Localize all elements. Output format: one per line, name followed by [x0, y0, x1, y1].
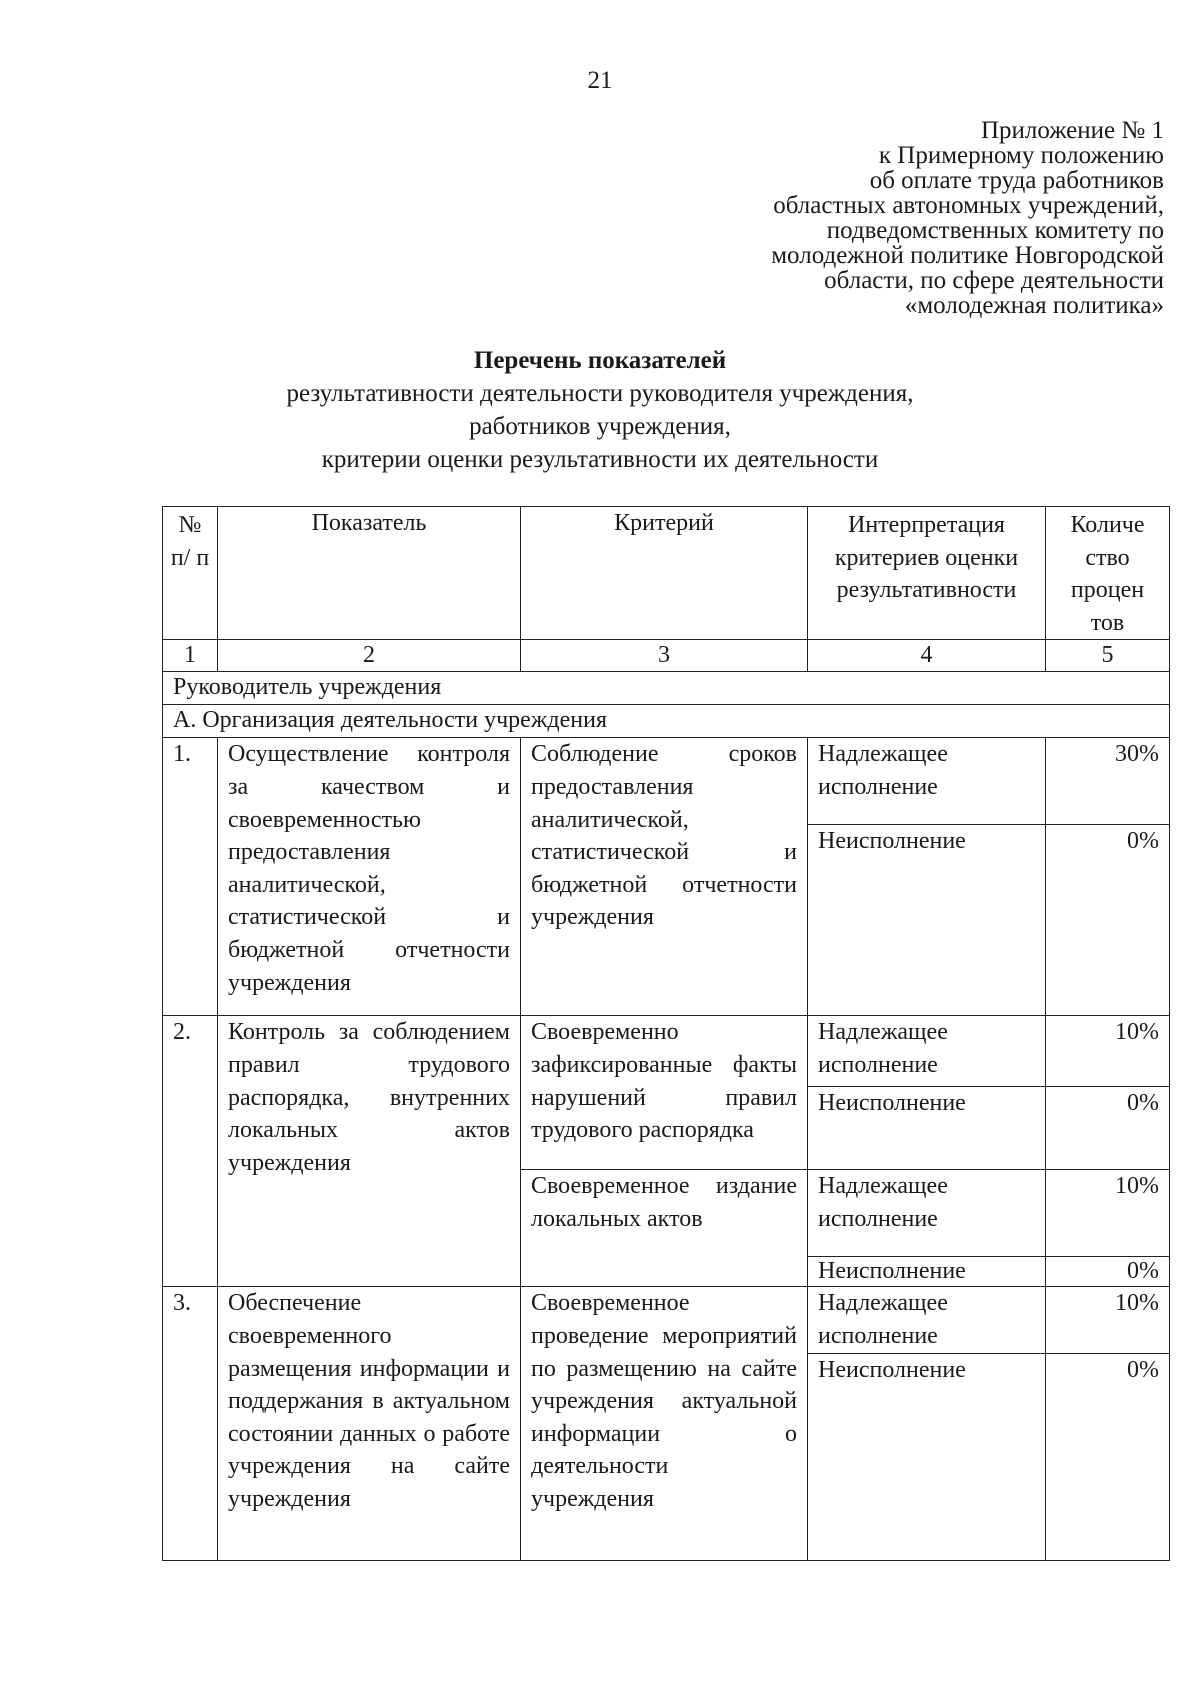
page-number: 21 [587, 67, 613, 94]
table-header-row [163, 507, 1170, 640]
header-percent: Количе ство процен тов [1046, 507, 1170, 640]
row-indicator: Контроль за соблюдением правил трудового распорядка, внутренних локальных актов учреждения [218, 1016, 521, 1287]
header-interpretation: Интерпретация критериев оценки результативности [808, 507, 1046, 640]
indicators-table [162, 506, 1170, 1561]
outcome-label: Неисполнение [808, 825, 1046, 1016]
header-number: № п/ п [163, 507, 218, 640]
appendix-line: подведомственных комитету по [826, 217, 1164, 244]
outcome-label: Надлежащее исполнение [808, 1170, 1046, 1257]
appendix-line: к Примерному положению [878, 142, 1164, 169]
appendix-line: областных автономных учреждений, [773, 192, 1164, 219]
outcome-percent: 10% [1046, 1170, 1170, 1257]
appendix-line: молодежной политике Новгородской [771, 242, 1164, 269]
appendix-line: об оплате труда работников [869, 167, 1164, 194]
table-row [163, 1287, 1170, 1353]
column-number: 3 [521, 640, 808, 672]
appendix-reference [771, 118, 1164, 318]
outcome-percent: 0% [1046, 1257, 1170, 1287]
section-row [163, 672, 1170, 705]
outcome-label: Неисполнение [808, 1257, 1046, 1287]
title-subline: результативности деятельности руководителя учреждения, [286, 380, 914, 407]
row-number: 1. [163, 738, 218, 1016]
outcome-percent: 10% [1046, 1287, 1170, 1353]
title-main: Перечень показателей [473, 347, 727, 374]
appendix-line: «молодежная политика» [904, 292, 1164, 319]
outcome-percent: 0% [1046, 1353, 1170, 1560]
column-numbers-row [163, 640, 1170, 672]
appendix-line: Приложение № 1 [980, 117, 1164, 144]
table-row [163, 1016, 1170, 1087]
outcome-percent: 30% [1046, 738, 1170, 825]
outcome-label: Неисполнение [808, 1353, 1046, 1560]
document-title [0, 344, 1200, 476]
column-number: 1 [163, 640, 218, 672]
outcome-percent: 0% [1046, 1087, 1170, 1170]
outcome-label: Надлежащее исполнение [808, 1287, 1046, 1353]
section-row [163, 705, 1170, 738]
row-criterion: Своевременно зафиксированные факты нарушений правил трудового распорядка [521, 1016, 808, 1170]
header-criterion: Критерий [521, 507, 808, 640]
appendix-line: области, по сфере деятельности [824, 267, 1164, 294]
outcome-label: Неисполнение [808, 1087, 1046, 1170]
section-head-label: Руководитель учреждения [163, 672, 1170, 705]
header-indicator: Показатель [218, 507, 521, 640]
row-number: 2. [163, 1016, 218, 1287]
outcome-label: Надлежащее исполнение [808, 738, 1046, 825]
title-subline: критерии оценки результативности их деятельности [321, 446, 879, 473]
row-criterion: Своевременное издание локальных актов [521, 1170, 808, 1287]
outcome-label: Надлежащее исполнение [808, 1016, 1046, 1087]
column-number: 4 [808, 640, 1046, 672]
row-criterion: Своевременное проведение мероприятий по размещению на сайте учреждения актуальной информации о деятельности учреждения [521, 1287, 808, 1560]
table-row [163, 738, 1170, 825]
outcome-percent: 10% [1046, 1016, 1170, 1087]
row-indicator: Осуществление контроля за качеством и своевременностью предоставления аналитической, статистической и бюджетной отчетности учреждения [218, 738, 521, 1016]
section-a-label: А. Организация деятельности учреждения [163, 705, 1170, 738]
row-number: 3. [163, 1287, 218, 1560]
row-indicator: Обеспечение своевременного размещения информации и поддержания в актуальном состоянии данных о работе учреждения на сайте учреждения [218, 1287, 521, 1560]
column-number: 5 [1046, 640, 1170, 672]
outcome-percent: 0% [1046, 825, 1170, 1016]
column-number: 2 [218, 640, 521, 672]
title-subline: работников учреждения, [469, 413, 731, 440]
row-criterion: Соблюдение сроков предоставления аналитической, статистической и бюджетной отчетности учреждения [521, 738, 808, 1016]
